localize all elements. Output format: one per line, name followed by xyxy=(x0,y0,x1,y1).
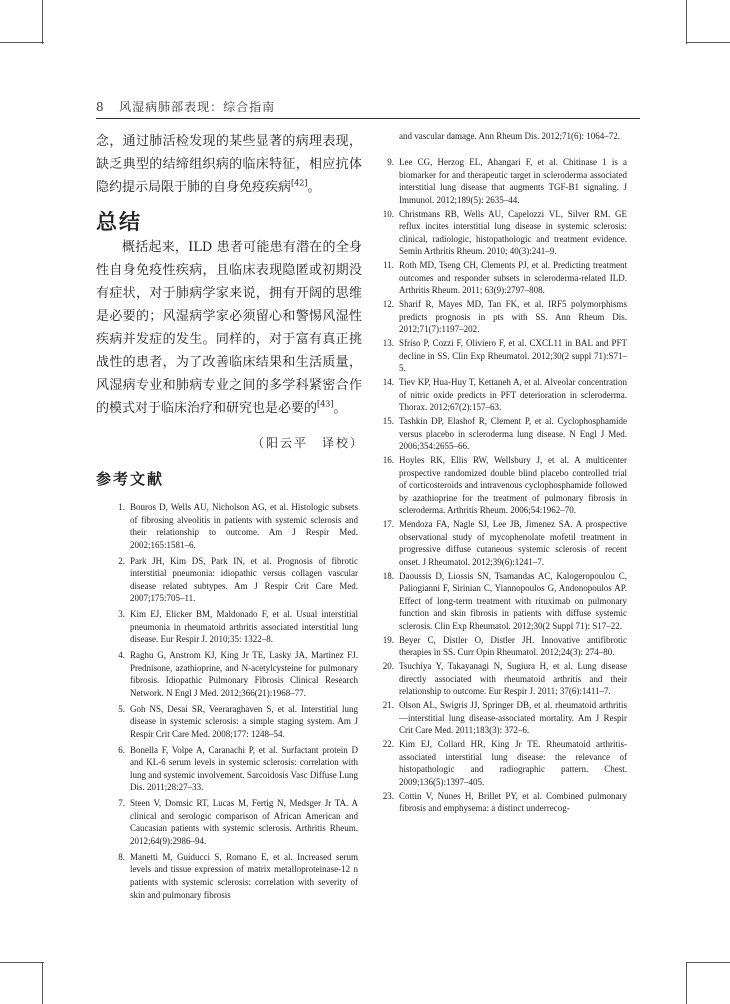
reference-text: Kim EJ, Collard HR, King Jr TE. Rheumatoid arthritis-associated interstitial lung disease: the relevance of histopathologic and radiographic pattern. Chest. 2009;136(5):1397–405. xyxy=(399,739,627,787)
intro-paragraph xyxy=(96,130,362,199)
reference-text: Tiev KP, Hua-Huy T, Kettaneh A, et al. Alveolar concentration of nitric oxide predicts in PFT deterioration in scleroderma. Thorax. 2012;67(2):157–63. xyxy=(399,377,627,413)
reference-number: 6. xyxy=(118,744,125,755)
crop-mark xyxy=(0,42,44,43)
page-number: 8 xyxy=(96,100,105,114)
reference-text: Olson AL, Swigris JJ, Springer DB, et al. rheumatoid arthritis—interstitial lung disease-associated mortality. Am J Respir Crit Care Med. 2011;183(3): 372–6. xyxy=(399,700,627,736)
reference-number: 10. xyxy=(382,208,394,219)
reference-item xyxy=(118,501,358,551)
reference-number: 17. xyxy=(382,519,394,530)
reference-item xyxy=(383,259,627,297)
reference-number: 5. xyxy=(118,703,125,714)
citation-42: [42] xyxy=(291,178,308,188)
reference-item xyxy=(382,699,627,737)
reference-number: 20. xyxy=(382,661,394,672)
reference-number: 12. xyxy=(382,299,394,310)
reference-item xyxy=(382,208,627,258)
reference-text: Christmans RB, Wells AU, Capelozzi VL, Silver RM. GE reflux incites interstitial lung disease in systemic sclerosis: clinical, radiologic, histopathologic and treatment evidence. Semin Arthritis Rheum. 2010; 40(3):241–9. xyxy=(399,208,627,257)
reference-item xyxy=(382,738,627,788)
translator-attribution: （阳云平 译校） xyxy=(252,436,365,450)
reference-number: 8. xyxy=(118,851,125,862)
intro-paragraph-block xyxy=(96,130,362,199)
reference-number: 7. xyxy=(118,798,125,809)
reference-text: Lee CG, Herzog EL, Ahangari F, et al. Chitinase 1 is a biomarker for and therapeutic target in scleroderma associated interstitial lung disease that augments TGF-B1 signaling. J Immunol. 2012;189(5): 2635–44. xyxy=(399,157,627,205)
crop-mark xyxy=(686,42,730,43)
reference-number: 18. xyxy=(382,570,394,581)
reference-text: Sfriso P, Cozzi F, Oliviero F, et al. CXCL11 in BAL and PFT decline in SS. Clin Exp Rheumatol. 2012;30(2 suppl 71):S71–5. xyxy=(399,338,627,374)
crop-mark xyxy=(686,962,730,963)
reference-text: Roth MD, Tseng CH, Clements PJ, et al. Predicting treatment outcomes and responder subsets in scleroderma-related ILD. Arthritis Rheum. 2011; 63(9):2797–808. xyxy=(399,260,627,296)
crop-mark xyxy=(42,962,43,1004)
reference-number: 21. xyxy=(382,700,394,711)
reference-number: 13. xyxy=(382,338,394,349)
reference-text: Raghu G, Anstrom KJ, King Jr TE, Lasky JA, Martinez FJ. Prednisone, azathioprine, and N-acetylcysteine for pulmonary fibrosis. Idiopathic Pulmonary Fibrosis Clinical Research Network. N Engl J Med. 2012;366(21):1968–77. xyxy=(130,650,358,698)
summary-end: 。 xyxy=(333,401,347,416)
crop-mark xyxy=(686,962,687,1004)
references-title: 参考文献 xyxy=(96,470,165,488)
reference-text: Mendoza FA, Nagle SJ, Lee JB, Jimenez SA. A prospective observational study of mycophenolate mofetil treatment in progressive diffuse cutaneous systemic sclerosis of recent onset. J Rheumatol. 2012;39(6):1241–7. xyxy=(399,519,627,567)
reference-text: Sharif R, Mayes MD, Tan FK, et al. IRF5 polymorphisms predicts prognosis in pts with SS. Ann Rheum Dis. 2012;71(7):1197–202. xyxy=(399,299,627,335)
reference-item xyxy=(118,608,358,646)
reference-item xyxy=(382,634,627,659)
reference-text: Steen V, Domsic RT, Lucas M, Fertig N, Medsger Jr TA. A clinical and serologic comparison of African American and Caucasian patients with systemic sclerosis. Arthritis Rheum. 2012;64(9):2986–94. xyxy=(130,798,358,846)
reference-number: 19. xyxy=(382,634,394,645)
reference-continuation: and vascular damage. Ann Rheum Dis. 2012;71(6): 1064–72. xyxy=(399,131,620,141)
reference-text: Bonella F, Volpe A, Caranachi P, et al. Surfactant protein D and KL-6 serum levels in systemic sclerosis: correlation with lung and systemic involvement. Sarcoidosis Vasc Diffuse Lung Dis. 2011;28:27–33. xyxy=(130,744,358,793)
reference-number: 9. xyxy=(387,157,394,167)
reference-text: Daoussis D, Liossis SN, Tsamandas AC, Kalogeropoulou C, Paliogianni F, Sirinian C, Yiannopoulos G, Andonopoulos AP. Effect of long-term treatment with rituximab on pulmonary function and skin fibrosis in patients with diffuse systemic sclerosis. Clin Exp Rheumatol. 2012;30(2 Suppl 71): S17–22. xyxy=(399,570,627,632)
references-left-column xyxy=(118,501,358,904)
reference-number: 2. xyxy=(118,555,125,566)
reference-text: Tashkin DP, Elashof R, Clement P, et al. Cyclophosphamide versus placebo in scleroderma lung disease. N Engl J Med. 2006;354:2655–66. xyxy=(399,416,627,452)
reference-item xyxy=(382,376,627,414)
reference-number: 14. xyxy=(382,377,394,388)
summary-paragraph xyxy=(96,236,362,420)
reference-text: Park JH, Kim DS, Park IN, et al. Prognosis of fibrotic interstitial pneumonia: idiopathic versus collagen vascular disease related subtypes. Am J Respir Crit Care Med. 2007;175:705–11. xyxy=(130,555,358,604)
reference-item xyxy=(118,744,358,794)
reference-text: Cottin V, Nunes H, Brillet PY, et al. Combined pulmonary fibrosis and emphysema: a distinct underrecog- xyxy=(399,790,627,814)
reference-item xyxy=(382,570,627,633)
reference-text: Kim EJ, Elicker BM, Maldonado F, et al. Usual interstitial pneumonia in rheumatoid arthritis associated interstitial lung disease. Eur Respir J. 2010;35: 1322–8. xyxy=(130,609,358,645)
reference-item xyxy=(382,415,627,453)
references-right-column xyxy=(382,156,627,816)
reference-number: 16. xyxy=(382,454,394,465)
reference-item xyxy=(118,851,358,901)
reference-number: 4. xyxy=(118,650,125,661)
crop-mark xyxy=(686,0,687,44)
reference-text: Hoyles RK, Ellis RW, Wellsbury J, et al. A multicenter prospective randomized double blind placebo controlled trial of corticosteroids and intravenous cyclophosphamide followed by azathioprine for the treatment of pulmonary fibrosis in scleroderma. Arthritis Rheum. 2006;54:1962–70. xyxy=(399,454,627,516)
citation-43: [43] xyxy=(317,399,334,409)
reference-item xyxy=(118,703,358,741)
reference-item xyxy=(118,649,358,699)
reference-number: 11. xyxy=(383,260,394,271)
reference-item xyxy=(382,518,627,568)
reference-item xyxy=(382,660,627,698)
reference-number: 1. xyxy=(118,502,125,512)
reference-item xyxy=(382,454,627,517)
reference-number: 22. xyxy=(382,739,394,750)
summary-text: 概括起来，ILD 患者可能患有潜在的全身性自身免疫性疾病，且临床表现隐匿或初期没有症状，对于肺病学家来说，拥有开阔的思维是必要的；风湿病学家必须留心和警惕风湿性疾病并发症的发生。同样的，对于富有真正挑战性的患者，为了改善临床结果和生活质量，风湿病专业和肺病专业之间的多学科紧密合作的模式对于临床治疗和研究也是必要的 xyxy=(96,240,362,416)
section-title-summary: 总结 xyxy=(96,210,142,234)
reference-item xyxy=(382,337,627,375)
reference-number: 3. xyxy=(118,609,125,620)
crop-mark xyxy=(42,0,43,44)
reference-item xyxy=(382,790,627,815)
reference-text: Manetti M, Guiducci S, Romano E, et al. Increased serum levels and tissue expression of matrix metalloproteinase-12 n patients with systemic sclerosis: correlation with severity of skin and pulmonary fibrosis xyxy=(130,851,358,900)
crop-mark xyxy=(0,962,44,963)
reference-item xyxy=(118,555,358,605)
intro-end: 。 xyxy=(307,180,321,195)
reference-number: 23. xyxy=(382,790,394,801)
intro-text: 念，通过肺活检发现的某些显著的病理表现，缺乏典型的结缔组织病的临床特征，相应抗体隐约提示局限于肺的自身免疫疾病 xyxy=(96,134,362,195)
reference-text: Beyer C, Distler O, Distler JH. Innovative antifibrotic therapies in SS. Curr Opin Rheumatol. 2012;24(3): 274–80. xyxy=(399,634,627,658)
running-header xyxy=(96,98,636,116)
reference-text: Goh NS, Desai SR, Veeraraghaven S, et al. Interstitial lung disease in systemic sclerosis: a simple staging system. Am J Respir Crit Care Med. 2008;177: 1248–54. xyxy=(130,703,358,739)
reference-item xyxy=(382,298,627,336)
reference-text: Tsuchiya Y, Takayanagi N, Sugiura H, et al. Lung disease directly associated with rheumatoid arthritis and their relationship to outcome. Eur Respir J. 2011; 37(6):1411–7. xyxy=(399,661,627,697)
reference-list-right xyxy=(382,156,627,815)
reference-item xyxy=(118,797,358,847)
reference-item xyxy=(387,156,627,206)
reference-list-left xyxy=(118,501,358,901)
book-title: 风湿病肺部表现：综合指南 xyxy=(119,100,276,114)
header-rule xyxy=(96,118,640,119)
reference-number: 15. xyxy=(382,416,394,426)
reference-text: Bouros D, Wells AU, Nicholson AG, et al. Histologic subsets of fibrosing alveolitis in patients with systemic sclerosis and their relationship to outcome. Am J Respir Med. 2002;165:1581–6. xyxy=(130,502,358,550)
